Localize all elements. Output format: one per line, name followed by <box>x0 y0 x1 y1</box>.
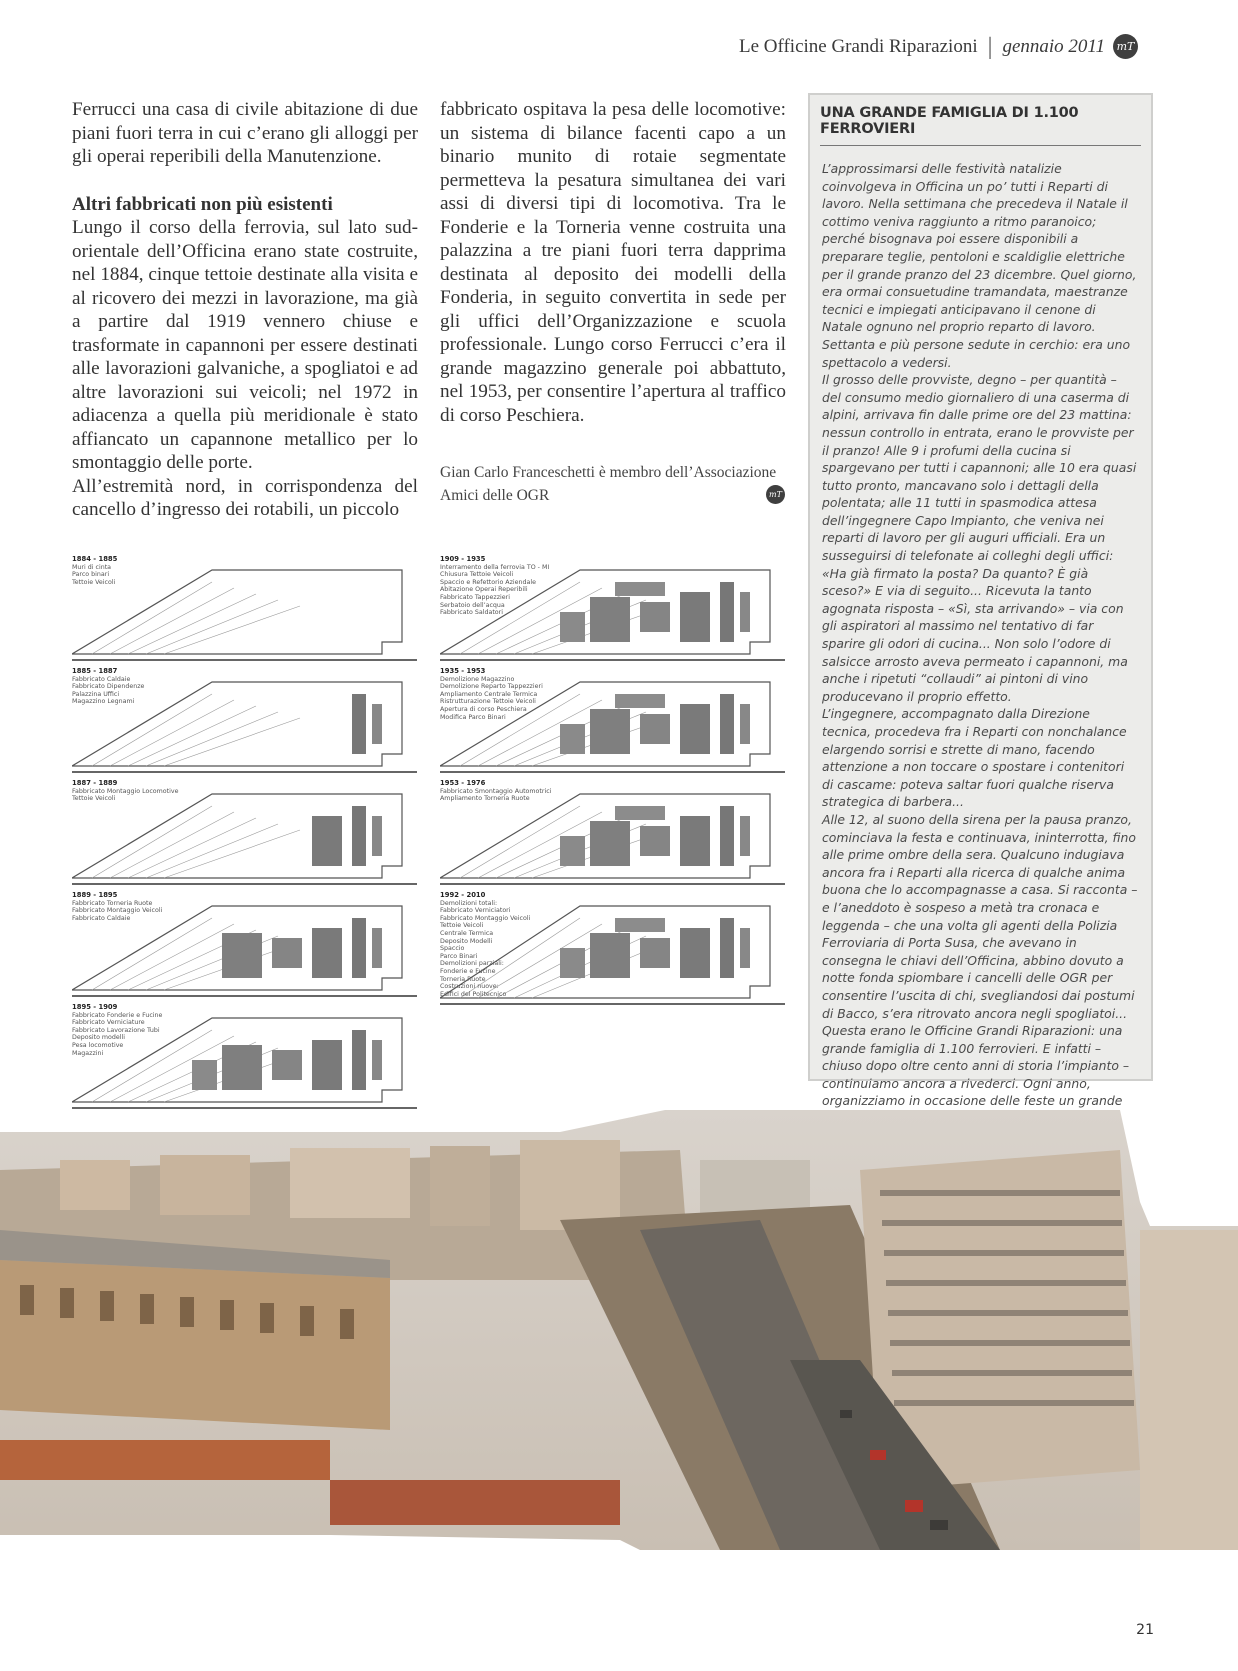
plan-shape <box>560 612 585 642</box>
plan-shape <box>740 816 750 856</box>
plan-item: Fabbricato Verniciatori <box>440 907 511 915</box>
article-column-1 <box>72 98 418 522</box>
plan-item: Apertura di corso Peschiera <box>440 705 527 713</box>
plan-item: Costruzioni nuove: <box>440 983 499 991</box>
plan-item: Palazzina Uffici <box>72 690 120 698</box>
sidebar-title: UNA GRANDE FAMIGLIA DI 1.100 FERROVIERI <box>820 105 1141 146</box>
sidebar-paragraph: Alle 12, al suono della sirena per la pausa pranzo, cominciava la festa e continuava, ininterrotta, fino alle prime ombre della sera. Qualcuno indugiava ancora fra i Reparti alla ricerca di qualche anima buona che lo accompagnasse a casa. Si racconta – e l’aneddoto è sospeso a metà tra cronaca e leggenda – che una volta gli agenti della Polizia Ferroviaria di Porta Susa, che avevano in consegna le chiavi dell’Officina, abbino dovuto a notte fonda spiombare i cancelli delle OGR per consentire l’uscita di chi, svegliandosi dai postumi di Bacco, s’era ritrovato ancora negli spogliatoi... <box>822 811 1138 1021</box>
plan-period: 1887 - 1889 <box>72 779 118 787</box>
article-end-mark-icon: mT <box>766 485 785 504</box>
plan-period: 1895 - 1909 <box>72 1003 118 1011</box>
plan-item: Fabbricato Caldaie <box>72 675 131 683</box>
plan-shape <box>72 570 402 654</box>
plan-shape <box>272 938 302 968</box>
plan-item: Centrale Termica <box>440 929 494 937</box>
plan-shape <box>146 824 278 878</box>
plan-caption <box>72 780 178 803</box>
plan-item: Fabbricato Lavorazione Tubi <box>72 1026 160 1034</box>
plan-period: 1889 - 1895 <box>72 891 118 899</box>
plan-item: Ampliamento Torneria Ruote <box>440 795 530 803</box>
page-number: 21 <box>1136 1622 1154 1638</box>
plan-shape <box>720 582 734 642</box>
plan-item: Demolizione Reparto Tappezzieri <box>440 683 543 691</box>
plan-item: Spaccio e Refettorio Aziendale <box>440 578 537 586</box>
plan-period: 1909 - 1935 <box>440 555 486 563</box>
plan-shape <box>640 826 670 856</box>
plan-drawing <box>72 776 417 888</box>
plan-period: 1953 - 1976 <box>440 779 486 787</box>
plan-period: 1992 - 2010 <box>440 891 486 899</box>
plan-shape <box>740 928 750 968</box>
plan-item: Fabbricato Montaggio Veicoli <box>440 914 531 922</box>
plan-item: Abitazione Operai Reperibili <box>440 586 528 594</box>
plan-caption <box>440 668 543 721</box>
panoramic-city-photo <box>0 1110 1238 1550</box>
plan-item: Fabbricato Torneria Ruote <box>72 899 153 907</box>
plan-shape <box>590 597 630 642</box>
plan-item: Pesa locomotive <box>72 1041 124 1049</box>
plan-item: Fabbricato Verniciature <box>72 1019 145 1027</box>
plan-shape <box>740 592 750 632</box>
sidebar-box <box>808 93 1153 1109</box>
paragraph: Lungo il corso della ferrovia, sul lato sud-orientale dell’Officina erano state costruite, nel 1884, cinque tettoie destinate alla visita e al ricovero dei mezzi in lavorazione, ma già a partire dal 1919 vennero chiuse e trasformate in capannoni per essere destinati alle lavorazioni galvaniche, a spogliatoi e ad altre lavorazioni sui veicoli; nel 1972 in adiacenza a quella più meridionale è stato affiancato un capannone metallico per lo smontaggio delle porte. <box>72 217 418 473</box>
plan-shape <box>352 806 366 866</box>
plan-shape <box>560 836 585 866</box>
running-header <box>739 34 1138 59</box>
plan-item: Muri di cinta <box>72 563 112 571</box>
plan-shape <box>128 818 256 878</box>
plan-shape <box>128 594 256 654</box>
plan-shape <box>110 700 234 766</box>
plan-drawing <box>72 1000 417 1112</box>
plan-item: Demolizioni totali: <box>440 899 498 907</box>
plan-shape <box>164 718 300 766</box>
plan-shape <box>560 724 585 754</box>
plan-period: 1885 - 1887 <box>72 667 118 675</box>
plan-shape <box>222 933 262 978</box>
plan-item: Fabbricato Tappezzieri <box>440 593 510 601</box>
plan-shape <box>110 588 234 654</box>
plan-shape <box>590 933 630 978</box>
plan-shape <box>312 1040 342 1090</box>
plan-shape <box>128 706 256 766</box>
plan-item: Magazzino Legnami <box>72 698 135 706</box>
plan-item: Interramento della ferrovia TO - MI <box>440 563 550 571</box>
paragraph: All’estremità nord, in corrispondenza del cancello d’ingresso dei rotabili, un piccolo <box>72 475 418 520</box>
plan-shape <box>720 694 734 754</box>
plan-caption <box>440 556 549 617</box>
paragraph: fabbricato ospitava la pesa delle locomotive: un sistema di bilance facenti capo a un binario munito di rotaie segmentate permetteva la pesatura simultanea dei vari assi di diversi tipi di locomotiva. Tra le Fonderie e la Torneria venne costruita una palazzina a tre piani fuori terra dapprima destinata al deposito dei modelli della Fonderia, in seguito convertita in sede per gli uffici dell’Organizzazione e scuola professionale. Lungo corso Ferrucci c’era il grande magazzino generale poi abbattuto, nel 1953, per consentire l’apertura al traffico di corso Peschiera. <box>440 99 786 426</box>
plan-shape <box>720 806 734 866</box>
plan-period: 1935 - 1953 <box>440 667 486 675</box>
sidebar-paragraph: Questa erano le Officine Grandi Riparazioni: una grande famiglia di 1.100 ferrovieri. E infatti – chiuso dopo oltre cento anni di storia l’impianto – continuiamo ancora a rivederci. Ogni anno, organizziamo in occasione delle feste un grande <box>822 1023 1130 1109</box>
plan-shape <box>164 606 300 654</box>
plan-caption <box>72 892 162 922</box>
plan-item: Tettoie Veicoli <box>72 578 116 586</box>
plan-item: Edifici del Politecnico <box>440 990 507 998</box>
plan-caption <box>72 1004 162 1057</box>
plan-item: Fonderie e Fucine <box>440 967 496 975</box>
plan-item: Ristrutturazione Tettoie Veicoli <box>440 698 536 706</box>
plan-shape <box>372 928 382 968</box>
issue-date: gennaio 2011 <box>1002 35 1105 57</box>
plan-shape <box>615 582 665 596</box>
plan-item: Deposito Modelli <box>440 937 493 945</box>
plan-item: Demolizione Magazzino <box>440 675 515 683</box>
plan-caption <box>72 668 144 706</box>
plan-drawing <box>72 552 417 664</box>
plan-shape <box>312 816 342 866</box>
plan-shape <box>680 704 710 754</box>
plan-caption <box>440 892 530 998</box>
plan-shape <box>372 816 382 856</box>
plan-shape <box>272 1050 302 1080</box>
plan-shape <box>110 812 234 878</box>
sidebar-paragraph: L’ingegnere, accompagnato dalla Direzione tecnica, procedeva fra i Reparti con nonchalance elargendo sorrisi e strette di mano, facendo attenzione a non toccare o spostare i contenitori di cascame: poteva saltar fuori qualche riserva strategica di barbera... <box>822 706 1127 810</box>
plan-item: Fabbricato Montaggio Locomotive <box>72 787 179 795</box>
plan-shape <box>146 600 278 654</box>
plan-shape <box>680 816 710 866</box>
plan-item: Chiusura Tettoie Veicoli <box>440 571 514 579</box>
magazine-logo-icon: mT <box>1113 34 1138 59</box>
plan-caption <box>72 556 117 586</box>
plan-shape <box>640 602 670 632</box>
plan-drawing <box>440 776 785 888</box>
plan-drawing <box>440 888 785 1008</box>
section-heading: Altri fabbricati non più esistenti <box>72 193 333 215</box>
plan-shape <box>372 1040 382 1080</box>
plan-shape <box>110 924 234 990</box>
plan-shape <box>615 918 665 932</box>
plan-shape <box>372 704 382 744</box>
plan-shape <box>680 592 710 642</box>
plan-item: Demolizioni parziali: <box>440 960 504 968</box>
plan-item: Parco binari <box>72 571 110 579</box>
plan-shape <box>352 1030 366 1090</box>
plan-shape <box>222 1045 262 1090</box>
plan-shape <box>192 1060 217 1090</box>
plan-item: Tettoie Veicoli <box>440 922 484 930</box>
plan-item: Tettoie Veicoli <box>72 795 116 803</box>
plan-item: Magazzini <box>72 1049 104 1057</box>
author-credit: Gian Carlo Franceschetti è membro dell’Associazione Amici delle OGR <box>440 464 777 504</box>
plan-shape <box>590 821 630 866</box>
plan-item: Deposito modelli <box>72 1034 126 1042</box>
plan-shape <box>352 918 366 978</box>
plan-shape <box>590 709 630 754</box>
plan-item: Fabbricato Smontaggio Automotrici <box>440 787 552 795</box>
publication-title: Le Officine Grandi Riparazioni <box>738 35 978 57</box>
plan-shape <box>680 928 710 978</box>
header-separator: | <box>987 33 993 60</box>
plan-shape <box>615 694 665 708</box>
plan-period: 1884 - 1885 <box>72 555 118 563</box>
plan-shape <box>615 806 665 820</box>
plan-item: Serbatoio dell’acqua <box>440 601 505 609</box>
plan-item: Fabbricato Saldatori <box>440 609 503 617</box>
plan-item: Fabbricato Dipendenze <box>72 683 145 691</box>
plan-shape <box>312 928 342 978</box>
plan-drawing <box>440 664 785 776</box>
plan-shape <box>720 918 734 978</box>
sidebar-paragraph: Il grosso delle provviste, degno – per quantità – del consumo medio giornaliero di una caserma di alpini, arrivava fin dalle prime ore del 23 mattina: nessun controllo in entrata, erano le provviste per il pranzo! Alle 9 i profumi della cucina si spargevano per tutti i capannoni; alle 10 era quasi tutto pronto, mancavano solo i dettagli della polentata; alle 11 tutti in spasmodica attesa dell’ingegnere Capo Impianto, che veniva nei reparti di lavoro per gli auguri ufficiali. Era un susseguirsi di telefonate ai colleghi degli uffici: «Ha già firmato la posta? Da quanto? È già sceso?» E via di seguito... Ricevuta la tanto agognata risposta – «Sì, sta arrivando» – via con gli aspiratori al massimo nel tentativo di far sparire gli odori di cucina... Non solo l’odore di salsicce arrosto aveva permeato i capannoni, ma anche i ripetuti “collaudi” ai pintoni di vino producevano il proprio effetto. <box>822 372 1137 704</box>
plan-shape <box>640 714 670 744</box>
plan-caption <box>440 780 551 803</box>
plan-drawing <box>440 552 785 664</box>
plan-item: Ampliamento Centrale Termica <box>440 690 538 698</box>
sidebar-body <box>822 160 1139 1198</box>
sidebar-paragraph: L’approssimarsi delle festività natalizie coinvolgeva in Officina un po’ tutti i Reparti di lavoro. Nella settimana che precedeva il Natale il cottimo veniva raggiunto a ritmo paranoico; perché bisognava poi essere disponibili a preparare teglie, pentoloni e scaldiglie elettriche per il grande pranzo del 23 dicembre. Quel giorno, era ormai consuetudine tramandata, maestranze tecnici e impiegati anticipavano il cenone di Natale ognuno nel proprio reparto di lavoro. Settanta e più persone sedute in cerchio: era uno spettacolo a vedersi. <box>822 161 1137 370</box>
plan-shape <box>740 704 750 744</box>
article-column-2 <box>440 98 786 507</box>
plan-item: Parco Binari <box>440 952 478 960</box>
plan-item: Fabbricato Caldaie <box>72 914 131 922</box>
plan-item: Fabbricato Fonderie e Fucine <box>72 1011 163 1019</box>
plan-drawing-svg <box>72 552 417 664</box>
plan-item: Modifica Parco Binari <box>440 713 506 721</box>
plan-item: Fabbricato Montaggio Veicoli <box>72 907 163 915</box>
paragraph: Ferrucci una casa di civile abitazione di due piani fuori terra in cui c’erano gli alloggi per gli operai reperibili della Manutenzione. <box>72 99 418 167</box>
plan-shape <box>560 948 585 978</box>
plan-drawing <box>72 664 417 776</box>
plan-shape <box>640 938 670 968</box>
plan-item: Spaccio <box>440 945 465 953</box>
plan-shape <box>352 694 366 754</box>
plan-shape <box>164 830 300 878</box>
plan-item: Torneria Ruote <box>440 975 486 983</box>
plan-shape <box>146 712 278 766</box>
plan-drawing <box>72 888 417 1000</box>
